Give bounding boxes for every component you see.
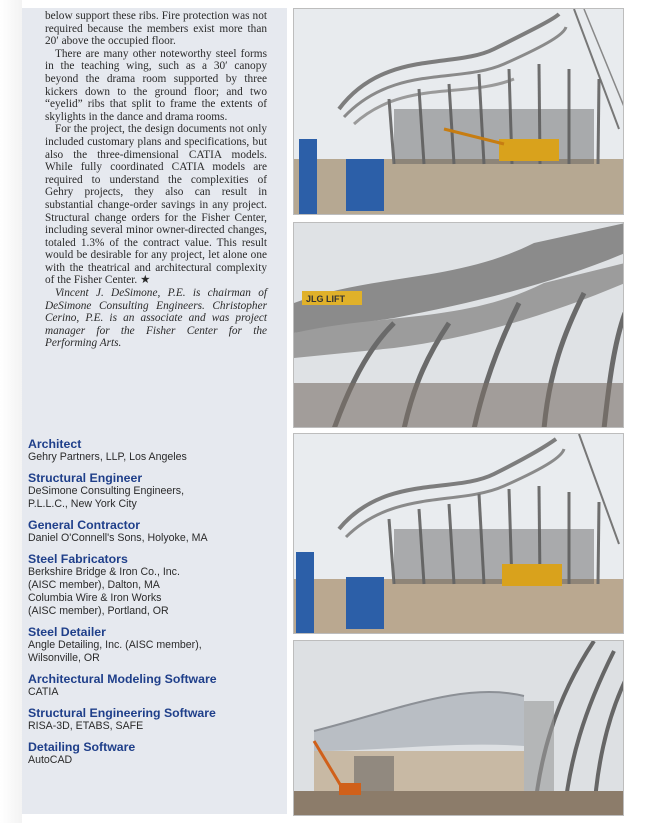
author-byline: Vincent J. DeSimone, P.E. is chairman of DeSimone Consulting Engineers. Christopher Cerino, P.E. is an associate and was project manager for the Fisher Center for the Performing Arts. — [45, 287, 267, 350]
construction-photo-2 — [293, 222, 624, 428]
credit-structural-engineer — [28, 471, 263, 511]
credit-general-contractor — [28, 518, 263, 545]
credit-heading: General Contractor — [28, 518, 141, 532]
credit-architectural-modeling-software — [28, 672, 263, 699]
credit-line: Daniel O'Connell's Sons, Holyoke, MA — [28, 532, 208, 544]
credit-line: Berkshire Bridge & Iron Co., Inc. — [28, 566, 180, 578]
credit-line: Angle Detailing, Inc. (AISC member), — [28, 639, 202, 651]
project-credits — [28, 437, 263, 774]
credit-line: RISA-3D, ETABS, SAFE — [28, 720, 144, 732]
credit-steel-fabricators — [28, 552, 263, 618]
credit-heading: Steel Fabricators — [28, 552, 128, 566]
credit-steel-detailer — [28, 625, 263, 665]
article-body — [45, 10, 267, 350]
credit-line: CATIA — [28, 686, 59, 698]
credit-detailing-software — [28, 740, 263, 767]
credit-line: DeSimone Consulting Engineers, — [28, 485, 185, 497]
credit-heading: Detailing Software — [28, 740, 136, 754]
credit-heading: Steel Detailer — [28, 625, 106, 639]
construction-photo-3 — [293, 433, 624, 634]
page-edge — [0, 0, 22, 823]
credit-line: AutoCAD — [28, 754, 73, 766]
credit-heading: Architectural Modeling Software — [28, 672, 217, 686]
article-paragraph: There are many other noteworthy steel forms in the teaching wing, such as a 30′ canopy beyond the drama room supported by three kickers down to the ground floor; and two “eyelid” ribs that split to frame the extents of skylights in the dance and drama rooms. — [45, 47, 267, 123]
construction-photo-4 — [293, 640, 624, 816]
article-paragraph: below support these ribs. Fire protection was not required because the members exist more than 20′ above the occupied floor. — [45, 10, 267, 48]
credit-heading: Architect — [28, 437, 82, 451]
credit-heading: Structural Engineer — [28, 471, 143, 485]
credit-line: P.L.L.C., New York City — [28, 498, 137, 510]
construction-photo-1 — [293, 8, 624, 215]
article-paragraph: For the project, the design documents not only included customary plans and specifications, but also the three-dimensional CATIA models. While fully coordinated CATIA models are required to understand the complexities of Gehry projects, they also can result in substantial change-order savings in any project. Structural change orders for the Fisher Center, including several minor owner-directed changes, totaled 1.3% of the contract value. This result would be desirable for any project, let alone one with the theatrical and architectural complexity of the Fisher Center. ★ — [45, 123, 267, 287]
credit-line: Columbia Wire & Iron Works — [28, 592, 162, 604]
credit-line: (AISC member), Dalton, MA — [28, 579, 160, 591]
credit-heading: Structural Engineering Software — [28, 706, 216, 720]
credit-architect — [28, 437, 263, 464]
credit-structural-engineering-software — [28, 706, 263, 733]
lift-label: JLG LIFT — [306, 294, 345, 304]
credit-line: (AISC member), Portland, OR — [28, 605, 169, 617]
credit-line: Gehry Partners, LLP, Los Angeles — [28, 451, 187, 463]
credit-line: Wilsonville, OR — [28, 652, 100, 664]
